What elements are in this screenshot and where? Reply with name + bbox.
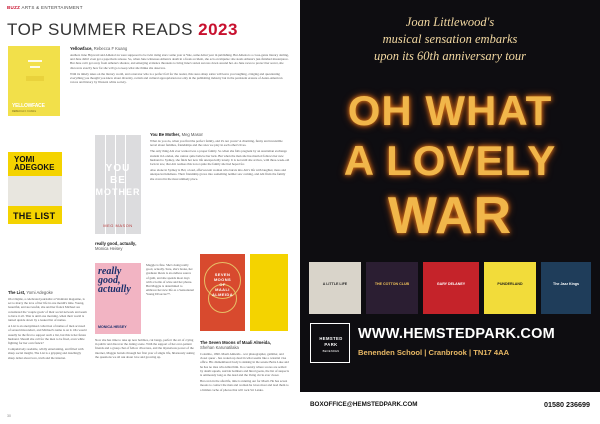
page-title: TOP SUMMER READS 2023 [7,20,238,39]
hemsted-park-logo: HEMSTED PARK BENENDEN [310,323,350,363]
poster-strip [309,262,591,314]
yellow-panel [250,254,288,331]
box-office-email[interactable]: BOXOFFICE@HEMSTEDPARK.COM [310,401,418,408]
advert-intro: Joan Littlewood's musical sensation embarks upon its 60th anniversary tour [373,15,527,63]
seven-moons-cover: SEVEN MOONS OF MAALI ALMEIDA [200,254,245,331]
you-be-mother-review: What do you do, when you find the perfect family, and it's not yours? A charming, funny and irresistible novel about families, friendships and the roles we play in each other's lives. The only thing Abi ever wanted was a proper family. So when she falls pregnant by an Australian exchange student in London, she cannot quite believe her luck. But when the man she has married follows her new husband to Sydney, she finds her new life unexpectedly lonely. It is not until she arrives, with three-week-old Jack in tow, that Abi realises this is not quite the family she had hoped for. Also alone in Sydney is Bel, a loud, effervescent woman who bursts into Abi's life with laughter, mess and unexpected kindness. Their friendship grows into something neither saw coming, and Abi finds the family she craved in the most unlikely place. [150,139,290,181]
yellowface-cover: YELLOWFACE REBECCA F. KUANG [8,46,60,116]
you-be-mother-cover: YOU BE MOTHER MEG MASON [95,135,141,234]
the-list-cover: YOMI ADEGOKE THE LIST [8,152,62,224]
website-link[interactable]: WWW.HEMSTEDPARK.COM [358,326,555,342]
seven-moons-review: Colombo, 1990. Maali Almeida - war photographer, gambler, and closet queer - has woken up dead in what seems like a celestial visa office. His dismembered body is sinking in the serene Beira Lake and he has no idea who killed him. In a country where scores are settled by death squads, suicide bombers and hired goons, the list of suspects is ominously long as the dead and the living circle ever closer. But even in the afterlife, time is running out for Maali. He has seven moons to contact the man and woman he loves most and lead them to a hidden cache of photos that will rock Sri Lanka. [200,352,289,392]
really-good-review-2: Now she has time to take up new hobbies, cut bangs, perfect the art of crying in public and discover the dating scene. With the support of her ever-patient friends and a group chat of fellow divorcées, and the mysterious power of the internet, Maggie barrels through her first year of single life, hilariously asking the questions we all ask about love and growing up. [95,338,195,359]
poster-jazz-kings: The Jazz Kings [541,262,591,314]
show-title-line-2: A LOVELY [343,137,557,184]
poster-a-little-life: A LITTLE LIFE [309,262,361,314]
the-list-review: Ola Olajide, a celebrated journalist at Womxxn magazine, is set to marry the love of her life in one month's time. Young, beautiful, and successful, she and her fiancé Michael are considered the 'couple goals' of their social network and seem to have it all. That is until one morning, when their world is turned upside down by a leaked list of names. A List is an anonymised collection of names of men accused of sexual misconduct, and Michael's name is on it. Ola would usually be the first to support such a list, but this is her future husband. Should she call for the men to be fired, even while fighting for her own fiancé? Compulsively readable, wildly entertaining, and filled with sharp social insight, The List is a gripping and dazzlingly sharp debut about love, truth and the internet. [8,297,87,360]
you-be-mother-heading: You Be Mother, Meg Mason [150,132,204,137]
venue-address: Benenden School | Cranbrook | TN17 4AA [358,348,510,357]
section-tag: BUZZ ARTS & ENTERTAINMENT [7,5,83,10]
page-number: 30 [7,414,11,418]
really-good-heading: really good, actually, Monica Heisey [95,241,137,251]
really-good-review-1: Maggie is fine. She's doing really good, actually. Sure, she's broke, her graduate thesis is an endless source of guilt, and she spends most days with a bottle of wine and her phone. But Maggie is determined to embrace her new life as a Sensational Young Divorcée™. [146,263,194,297]
box-office-phone[interactable]: 01580 236699 [544,400,590,409]
show-title-marquee [306,86,594,246]
poster-punderland: PUNDERLAND [484,262,536,314]
show-title-line-3: WAR [387,187,513,245]
poster-cotton-club: THE COTTON CLUB [366,262,418,314]
seven-moons-heading: The Seven Moons of Maali Almeida, Shehan Karunatilaka [200,340,271,350]
advert-page [300,0,600,424]
show-title-line-1: OH WHAT [347,87,553,134]
contact-footer [300,392,600,424]
yellowface-review: Authors June Hayward and Athena Liu were supposed to be twin rising stars: same year at Yale, same debut year in publishing. But Athena is a cross-genre literary darling, and June didn't even get a paperback release. So, when June witnesses Athena's death in a freak accident, she acts on impulse: she steals Athena's just-finished masterpiece. But June can't get away from Athena's shadow, and emerging evidence threatens to bring June's stolen success down around her. As June races to protect her secret, she discovers exactly how far she will go to keep what she thinks she deserves. With its timely takes on the literary world, and a narrator who is a perfect foil for the reader, this razor-sharp satire will leave you laughing, cringing and questioning everything you thought you knew about diversity, racism and cultural appropriation not only in the publishing industry but in the persistent erasure of Asian-American voices and history by Western white society. [70,53,289,85]
the-list-heading: The List, Yomi Adegoke [8,290,54,295]
yellowface-heading: Yellowface, Rebecca F Kuang [70,46,128,51]
poster-gary-delaney: GARY DELANEY [423,262,479,314]
really-good-actually-cover: really good, actually MONICA HEISEY [95,263,141,334]
